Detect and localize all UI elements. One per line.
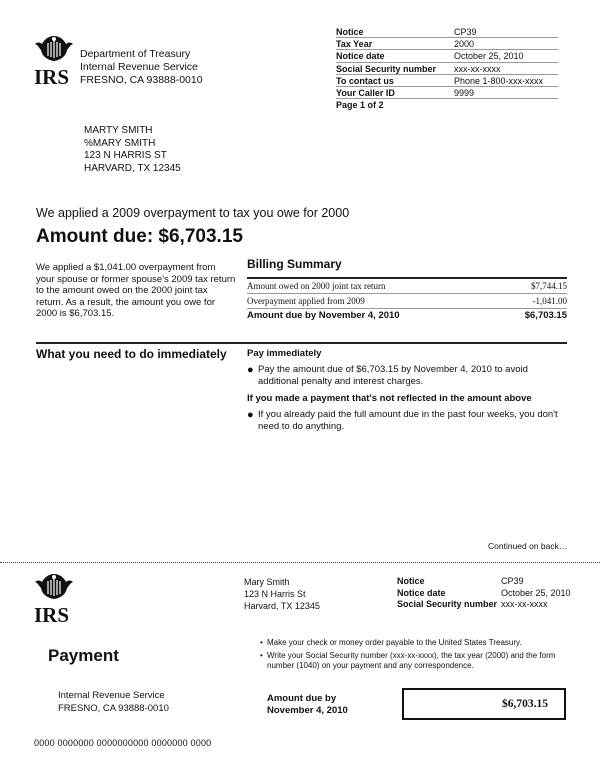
notice-date-row [336, 50, 558, 62]
tax-year-row [336, 38, 558, 50]
tax-year-value: 2000 [454, 39, 475, 50]
caller-id-row [336, 87, 558, 99]
stub-label: Social Security number [397, 599, 498, 609]
eagle-icon [34, 572, 74, 600]
section-divider [36, 342, 567, 344]
payment-bullet [247, 409, 567, 433]
contact-value: Phone 1-800-xxx-xxxx [454, 75, 544, 86]
agency-line: Department of Treasury [80, 48, 191, 60]
logo-text: IRS [34, 65, 70, 89]
instruction-item [260, 638, 560, 648]
recipient-line: %MARY SMITH [84, 137, 156, 149]
stub-value: October 25, 2010 [501, 587, 571, 598]
stub-address-line: Mary Smith [244, 577, 290, 587]
irs-address-line: Internal Revenue Service [58, 690, 165, 701]
bullet-icon: • [260, 638, 263, 647]
billing-total-label: Amount due by November 4, 2010 [247, 310, 400, 321]
payment-instructions [260, 638, 560, 674]
recipient-line: 123 N HARRIS ST [84, 150, 167, 161]
notice-label: Notice [336, 27, 364, 37]
billing-row [247, 279, 567, 294]
tax-year-label: Tax Year [336, 39, 373, 50]
instruction-item [260, 651, 560, 671]
stub-notice-table [397, 576, 571, 611]
bullet-icon: • [260, 651, 263, 660]
tear-line [0, 562, 600, 563]
headline: We applied a 2009 overpayment to tax you owe for 2000 [36, 206, 350, 220]
billing-row-value: -1,041.00 [532, 296, 567, 306]
explanation-text: We applied a $1,041.00 overpayment from your spouse or former spouse's 2009 tax return to the amount owed on the 2000 joint tax return. As a result, the amount you owe for 2000 is $6,703.15. [36, 262, 236, 319]
bullet-icon: ● [247, 409, 254, 421]
section-title: What you need to do immediately [36, 347, 227, 361]
billing-row-label: Amount owed on 2000 joint tax return [247, 281, 386, 291]
amount-due-title: Amount due: $6,703.15 [36, 226, 243, 247]
amount-due-value: $6,703.15 [502, 698, 548, 710]
recipient-address [84, 125, 181, 175]
irs-logo [34, 34, 76, 88]
billing-summary [247, 257, 567, 324]
recipient-line: HARVARD, TX 12345 [84, 162, 181, 174]
payment-bullet-text: If you already paid the full amount due in the past four weeks, you don't need to do anything. [258, 409, 558, 432]
stub-row [397, 576, 571, 588]
stub-value: CP39 [501, 576, 524, 586]
logo-text: IRS [34, 603, 70, 627]
bullet-icon: ● [247, 364, 254, 376]
stub-address-line: Harvard, TX 12345 [244, 601, 320, 611]
billing-row-label: Overpayment applied from 2009 [247, 296, 365, 306]
stub-address-line: 123 N Harris St [244, 589, 306, 599]
sender-address [80, 48, 203, 87]
billing-row-value: $7,744.15 [531, 281, 567, 291]
payment-title: Payment [48, 646, 119, 665]
notice-row [336, 26, 558, 38]
pay-bullet [247, 364, 567, 388]
page-indicator: Page 1 of 2 [336, 100, 384, 111]
notice-date-value: October 25, 2010 [454, 51, 524, 62]
ssn-label: Social Security number [336, 63, 437, 74]
stub-row [397, 599, 571, 611]
scan-line: 0000 0000000 0000000000 0000000 0000 [34, 738, 212, 748]
stub-label: Notice [397, 576, 425, 586]
stub-value: xxx-xx-xxxx [501, 599, 548, 609]
caller-id-label: Your Caller ID [336, 87, 395, 98]
stub-irs-logo [34, 572, 76, 626]
billing-total-row [247, 309, 567, 324]
amount-due-label [267, 693, 348, 716]
agency-line: FRESNO, CA 93888-0010 [80, 74, 203, 86]
contact-row [336, 75, 558, 87]
payment-heading: If you made a payment that's not reflected in the amount above [247, 393, 532, 404]
billing-row [247, 294, 567, 309]
due-label-line: Amount due by [267, 693, 337, 704]
stub-row [397, 588, 571, 600]
due-label-line: November 4, 2010 [267, 704, 348, 716]
pay-heading: Pay immediately [247, 348, 322, 359]
contact-label: To contact us [336, 75, 394, 86]
irs-address-line: FRESNO, CA 93888-0010 [58, 702, 169, 714]
irs-mailing-address [58, 690, 169, 715]
stub-address [244, 576, 320, 612]
ssn-value: xxx-xx-xxxx [454, 63, 501, 74]
caller-id-value: 9999 [454, 87, 475, 98]
notice-value: CP39 [454, 27, 477, 37]
notice-date-label: Notice date [336, 51, 385, 62]
instruction-text: Make your check or money order payable to the United States Treasury. [267, 638, 522, 647]
billing-summary-title: Billing Summary [247, 257, 567, 279]
continued-note: Continued on back… [488, 541, 568, 551]
action-instructions [247, 348, 567, 438]
eagle-icon [34, 34, 74, 62]
notice-info-table [336, 26, 558, 110]
instruction-text: Write your Social Security number (xxx-xx-xxxx), the tax year (2000) and the form number (1040) on your payment and any correspondence. [267, 651, 556, 670]
agency-line: Internal Revenue Service [80, 61, 198, 73]
stub-label: Notice date [397, 587, 446, 598]
amount-due-box [402, 688, 566, 720]
recipient-line: MARTY SMITH [84, 125, 153, 136]
pay-bullet-text: Pay the amount due of $6,703.15 by November 4, 2010 to avoid additional penalty and interest charges. [258, 364, 528, 387]
billing-total-value: $6,703.15 [524, 310, 567, 321]
ssn-row [336, 63, 558, 75]
